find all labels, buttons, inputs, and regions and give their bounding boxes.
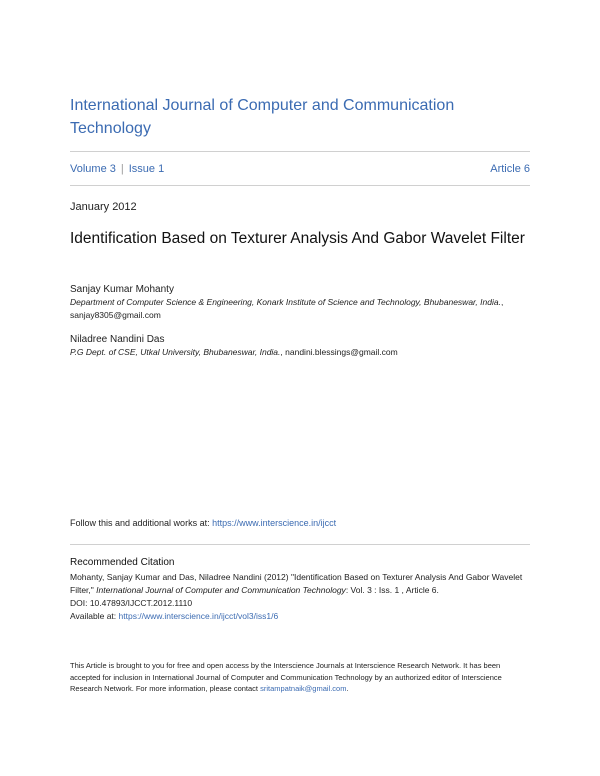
author-email: sanjay8305@gmail.com (70, 310, 161, 320)
citation-journal: International Journal of Computer and Communication Technology (96, 585, 346, 595)
citation-block (70, 571, 530, 623)
journal-title-link[interactable]: International Journal of Computer and Communication Technology (70, 97, 455, 137)
cover-page (70, 0, 530, 776)
affiliation-text: Department of Computer Science & Engineering, Konark Institute of Science and Technology, Bhubaneswar, India. (70, 297, 501, 307)
footer-notice (70, 660, 530, 695)
follow-text: Follow this and additional works at: (70, 518, 213, 528)
affiliation-text: P.G Dept. of CSE, Utkal University, Bhubaneswar, India. (70, 347, 281, 357)
author-1 (70, 283, 530, 322)
divider (70, 185, 530, 186)
author-affiliation: P.G Dept. of CSE, Utkal University, Bhubaneswar, India., nandini.blessings@gmail.com (70, 347, 398, 357)
available-label: Available at: (70, 611, 119, 621)
author-2 (70, 333, 530, 359)
footer-end: . (346, 684, 349, 693)
publication-date: January 2012 (70, 201, 137, 213)
footer-text: This Article is brought to you for free and open access by the Interscience Journals at Interscience Research Network. It has been accepted for inclusion in International Journal of Computer and Communication Technology by an authorized editor of Interscience Research Network. For more information, please contact (70, 661, 502, 693)
author-email: nandini.blessings@gmail.com (285, 347, 398, 357)
separator: | (120, 163, 124, 175)
author-affiliation: Department of Computer Science & Engineering, Konark Institute of Science and Technology, Bhubaneswar, India., sanjay8305@gmail.com (70, 297, 504, 320)
follow-line (70, 518, 336, 528)
collection-link[interactable]: https://www.interscience.in/ijcct (212, 518, 337, 528)
author-name: Niladree Nandini Das (70, 334, 165, 345)
issue-line (70, 163, 530, 175)
volume-link[interactable]: Volume 3 (70, 163, 116, 175)
citation-volume: : Vol. 3 : Iss. 1 , Article 6. (345, 585, 439, 595)
citation-text: Mohanty, Sanjay Kumar and Das, Niladree Nandini (2012) "Identification Based on Texturer Analysis And Gabor Wavelet Filter," (70, 572, 523, 595)
author-name: Sanjay Kumar Mohanty (70, 284, 174, 295)
article-link[interactable]: Article 6 (490, 163, 530, 175)
divider (70, 544, 530, 545)
paper-title: Identification Based on Texturer Analysis And Gabor Wavelet Filter (70, 230, 525, 247)
citation-doi: DOI: 10.47893/IJCCT.2012.1110 (70, 598, 193, 608)
issue-link[interactable]: Issue 1 (128, 163, 165, 175)
divider (70, 151, 530, 152)
article-url-link[interactable]: https://www.interscience.in/ijcct/vol3/iss1/6 (118, 611, 279, 621)
contact-email-link[interactable]: sritampatnaik@gmail.com (260, 684, 347, 693)
recommended-citation-heading: Recommended Citation (70, 557, 175, 568)
